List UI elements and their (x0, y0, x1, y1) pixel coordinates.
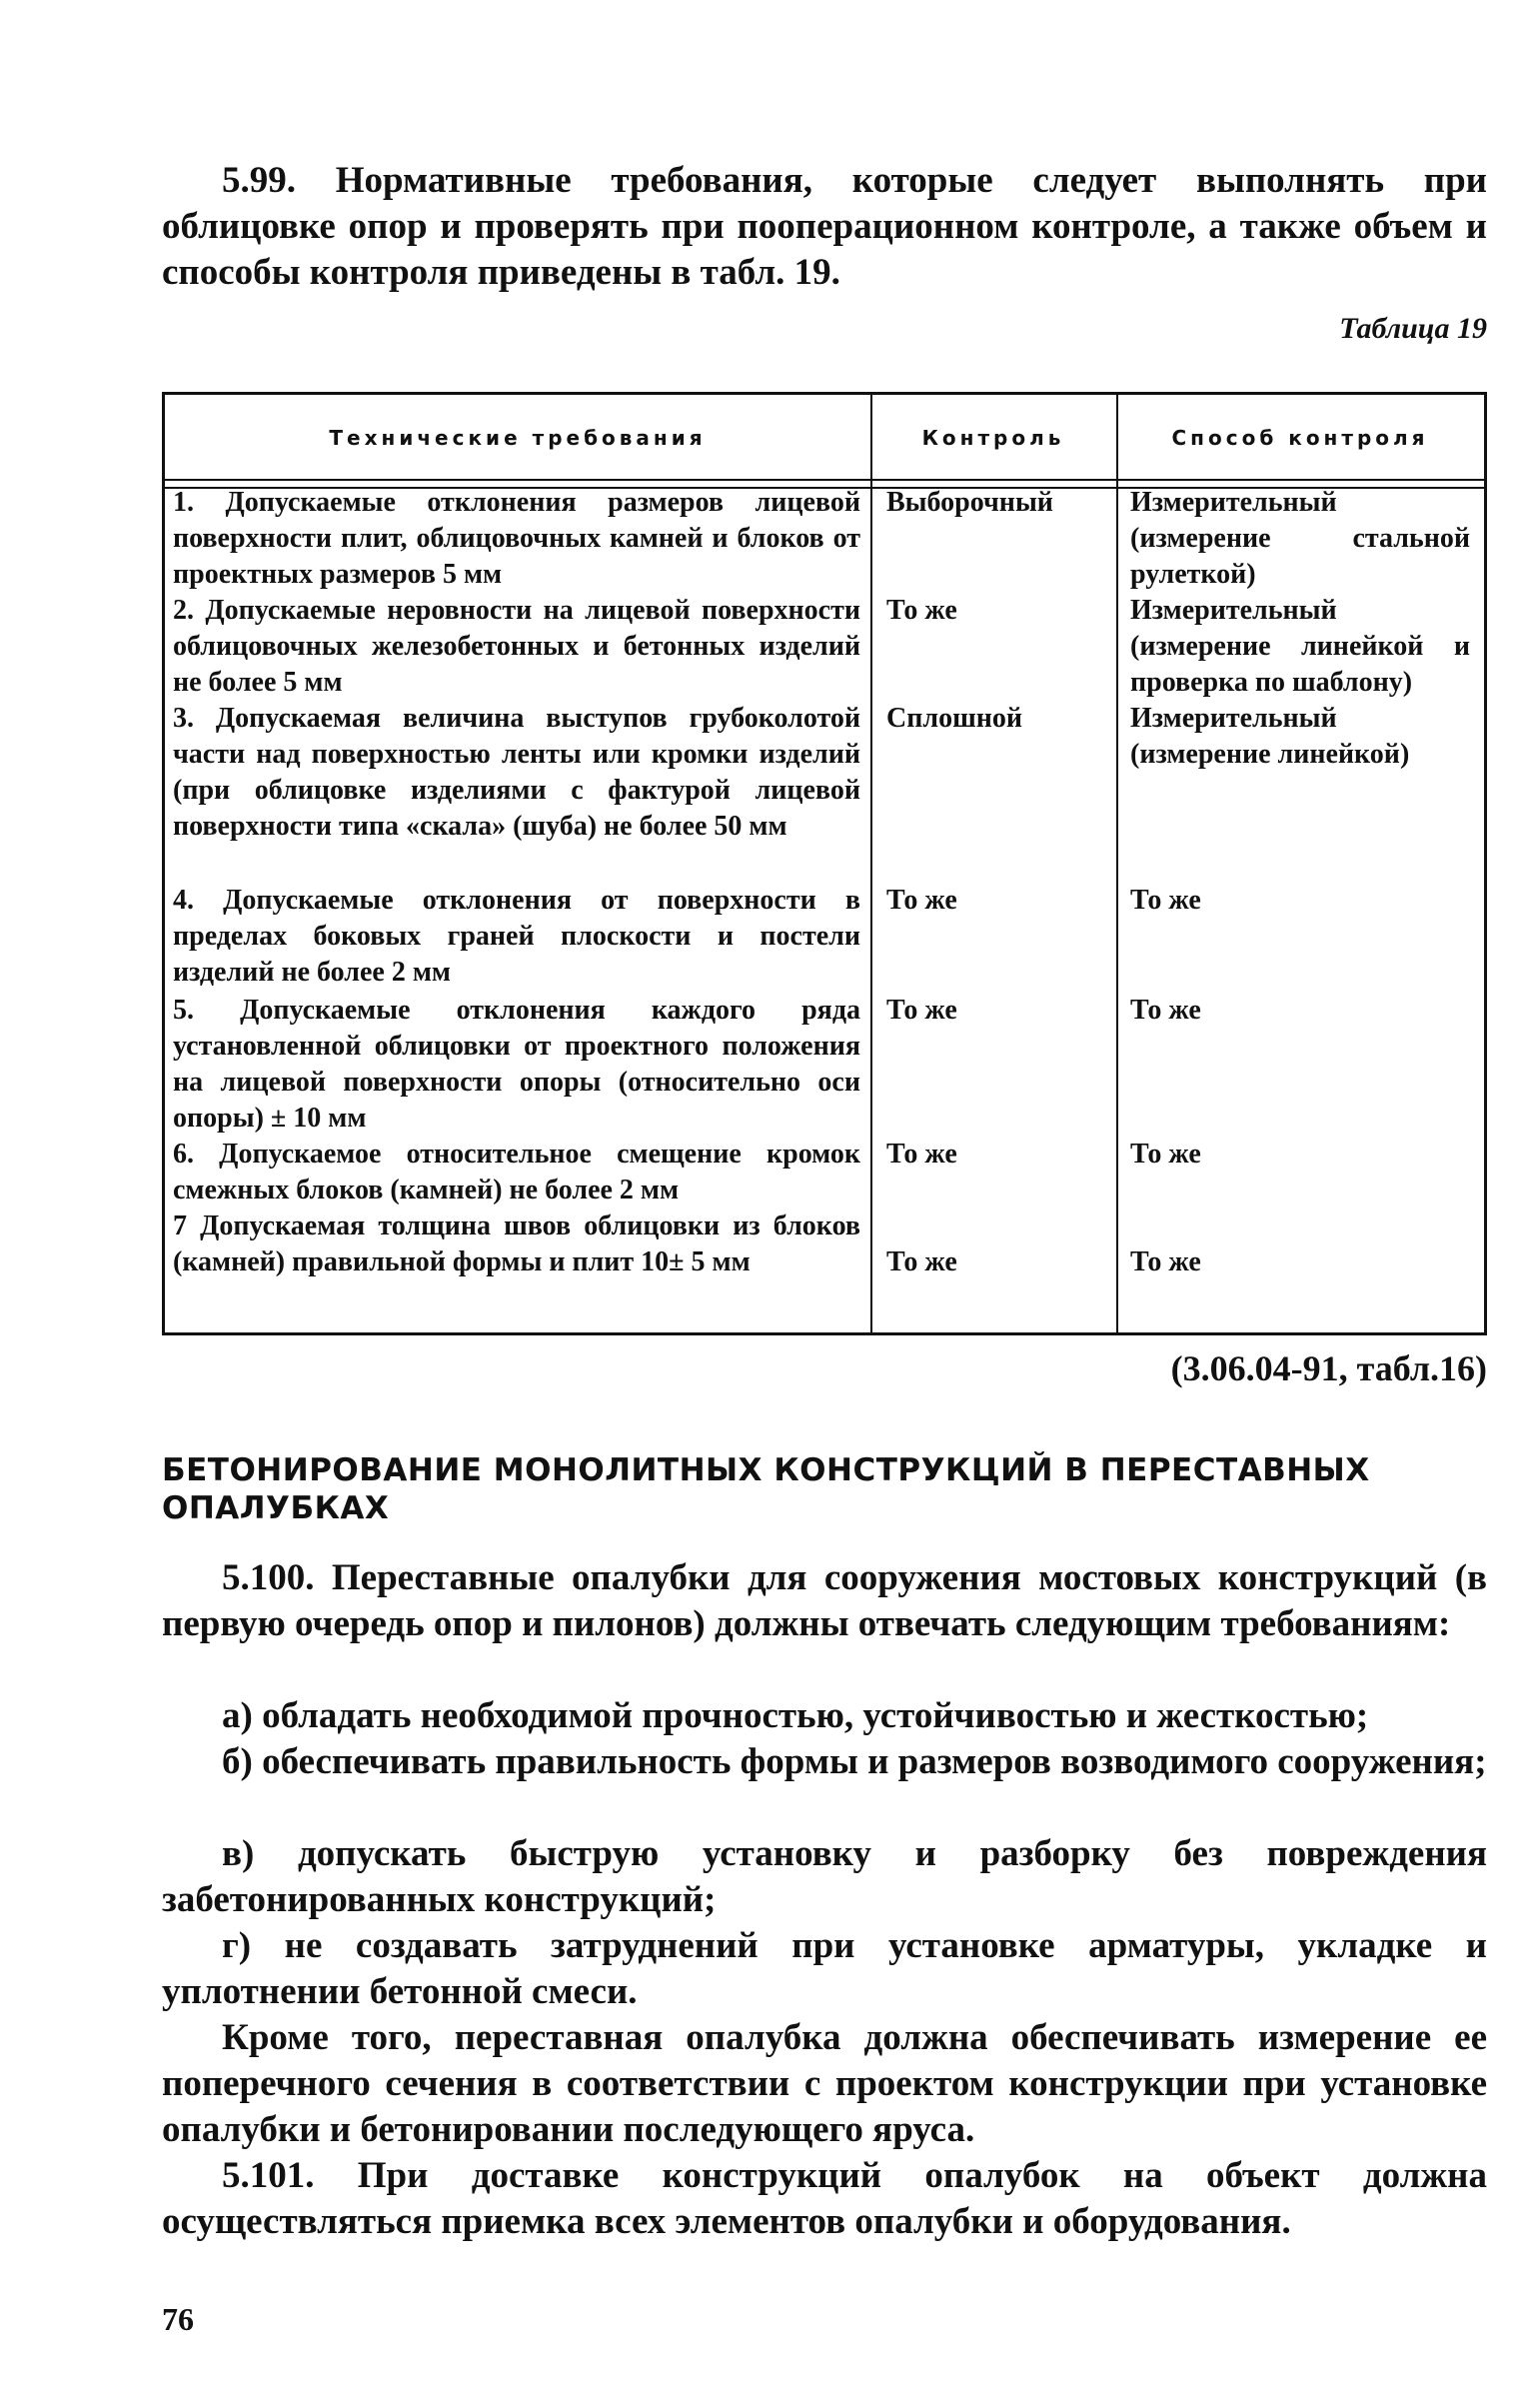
table-row-requirement: 4. Допускаемые отклонения от поверхности в пределах боковых граней плоскости и постели изделий не более 2 мм (173, 885, 860, 988)
page-number: 76 (162, 2301, 194, 2337)
list-item (162, 1831, 1487, 1923)
section-heading: БЕТОНИРОВАНИЕ МОНОЛИТНЫХ КОНСТРУКЦИЙ В ПЕРЕСТАВНЫХ ОПАЛУБКАХ (162, 1452, 1370, 1526)
column-divider (1116, 395, 1118, 1332)
paragraph (162, 2015, 1487, 2153)
paragraph (162, 1555, 1487, 1647)
table-row-requirement: 1. Допускаемые отклонения размеров лицевой поверхности плит, облицовочных камней и блоков от проектных размеров 5 мм (173, 487, 860, 590)
column-divider (870, 395, 872, 1332)
requirements-table (162, 392, 1487, 1335)
table-row-method: Измерительный (измерение линейкой и проверка по шаблону) (1130, 595, 1470, 698)
intro-text: 5.99. Нормативные требования, которые следует выполнять при облицовке опор и проверять при пооперационном контроле, а также объем и способы контроля приведены в табл. 19. (162, 160, 1487, 293)
table-row-requirement: 5. Допускаемые отклонения каждого ряда установленной облицовки от проектного положения на лицевой поверхности опоры (относительно оси опоры) ± 10 мм (173, 995, 860, 1134)
list-item (162, 1739, 1487, 1785)
paragraph (162, 2153, 1487, 2245)
table-caption: Таблица 19 (1339, 312, 1487, 345)
table-row-requirement: 3. Допускаемая величина выступов грубоколотой части над поверхностью ленты или кромки изделий (при облицовке изделиями с фактурой лицевой поверхности типа «скала» (шуба) не более 50 мм (173, 703, 860, 842)
paragraph-text: 5.100. Переставные опалубки для сооружения мостовых конструкций (в первую очередь опор и пилонов) должны отвечать следующим требованиям: (162, 1557, 1487, 1644)
table-row-control: То же (886, 595, 957, 626)
header-divider (165, 479, 1484, 481)
list-item-text: б) обеспечивать правильность формы и размеров возводимого сооружения; (222, 1741, 1487, 1782)
table-row-control: То же (886, 995, 957, 1026)
table-header-control: Контроль (921, 426, 1065, 450)
paragraph-text: Кроме того, переставная опалубка должна обеспечивать измерение ее поперечного сечения в соответствии с проектом конструкции при установке опалубки и бетонировании последующего яруса. (162, 2017, 1487, 2150)
table-row-requirement: 7 Допускаемая толщина швов облицовки из блоков (камней) правильной формы и плит 10± 5 мм (173, 1210, 860, 1277)
table-row-requirement: 2. Допускаемые неровности на лицевой поверхности облицовочных железобетонных и бетонных изделий не более 5 мм (173, 595, 860, 698)
table-row-method: То же (1130, 1246, 1201, 1277)
table-row-control: То же (886, 1246, 957, 1277)
table-row-method: Измерительный (измерение линейкой) (1130, 703, 1410, 770)
list-item (162, 1923, 1487, 2015)
table-reference: (3.06.04-91, табл.16) (1170, 1348, 1487, 1388)
table-row-method: То же (1130, 995, 1201, 1026)
table-row-control: То же (886, 1139, 957, 1170)
table-row-method: Измерительный (измерение стальной рулеткой) (1130, 487, 1470, 590)
table-row-control: Выборочный (886, 487, 1053, 518)
table-header-requirements: Технические требования (329, 426, 707, 450)
table-row-requirement: 6. Допускаемое относительное смещение кромок смежных блоков (камней) не более 2 мм (173, 1139, 860, 1205)
table-row-method: То же (1130, 1139, 1201, 1170)
list-item-text: в) допускать быструю установку и разборку без повреждения забетонированных конструкций; (162, 1833, 1487, 1920)
intro-paragraph (162, 158, 1487, 296)
list-item-text: г) не создавать затруднений при установке арматуры, укладке и уплотнении бетонной смеси. (162, 1925, 1487, 2012)
list-item (162, 1693, 1487, 1739)
paragraph-text: 5.101. При доставке конструкций опалубок на объект должна осуществляться приемка всех элементов опалубки и оборудования. (162, 2155, 1487, 2242)
table-row-control: Сплошной (886, 703, 1022, 734)
table-header-method: Способ контроля (1171, 426, 1429, 450)
list-item-text: а) обладать необходимой прочностью, устойчивостью и жесткостью; (222, 1695, 1369, 1736)
table-row-method: То же (1130, 885, 1201, 916)
table-row-control: То же (886, 885, 957, 916)
